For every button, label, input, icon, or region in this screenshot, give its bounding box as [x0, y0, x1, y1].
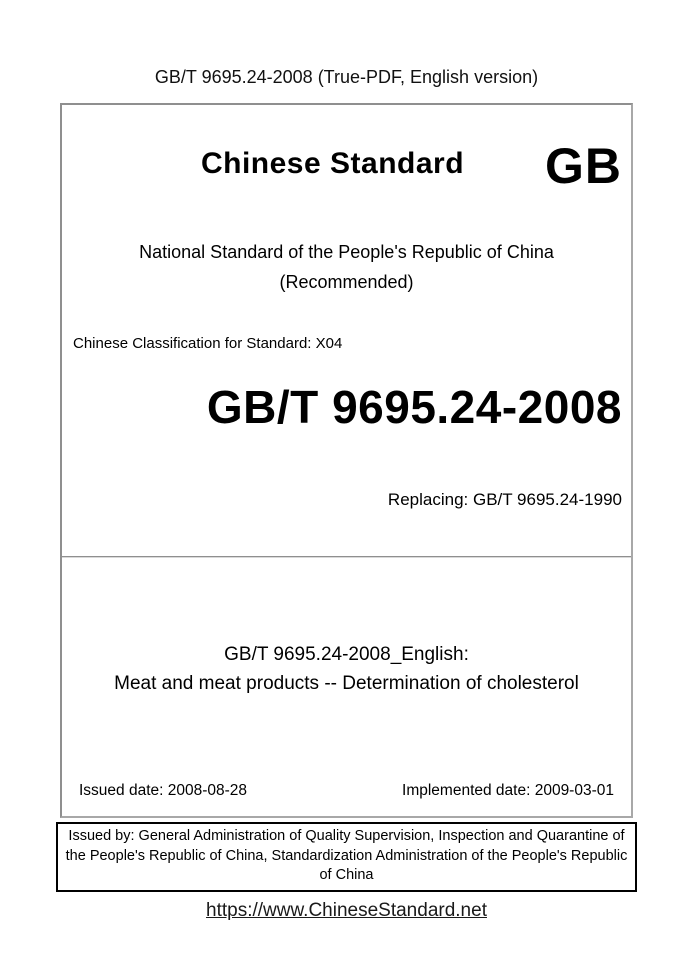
- replacing-line: Replacing: GB/T 9695.24-1990: [387, 490, 622, 509]
- standard-code: GB/T 9695.24-2008: [206, 381, 622, 433]
- national-standard-line: National Standard of the People's Republic of China: [139, 242, 554, 262]
- cover-bottom-section: [62, 558, 631, 816]
- recommended-line: (Recommended): [279, 272, 414, 292]
- issued-date: Issued date: 2008-08-28: [79, 782, 248, 799]
- page-header: GB/T 9695.24-2008 (True-PDF, English version): [154, 67, 539, 87]
- footer-link[interactable]: https://www.ChineseStandard.net: [206, 899, 487, 921]
- cover-top-section: [62, 105, 631, 556]
- issuer-box: Issued by: General Administration of Quality Supervision, Inspection and Quarantine of the People's Republic of China, Standardization Administration of the People's Republic of China: [56, 822, 637, 892]
- english-title: Meat and meat products -- Determination of cholesterol: [114, 673, 579, 694]
- footer: [0, 900, 693, 922]
- english-title-block: [62, 640, 631, 698]
- english-title-label: GB/T 9695.24-2008_English:: [224, 644, 469, 665]
- brand-title: Chinese Standard: [200, 147, 465, 180]
- gb-logo: GB: [545, 138, 622, 194]
- national-standard-block: [62, 237, 631, 297]
- cover-box: [60, 103, 633, 818]
- implemented-date: Implemented date: 2009-03-01: [402, 782, 614, 799]
- classification-line: Chinese Classification for Standard: X04: [73, 335, 343, 352]
- dates-row: [62, 782, 631, 816]
